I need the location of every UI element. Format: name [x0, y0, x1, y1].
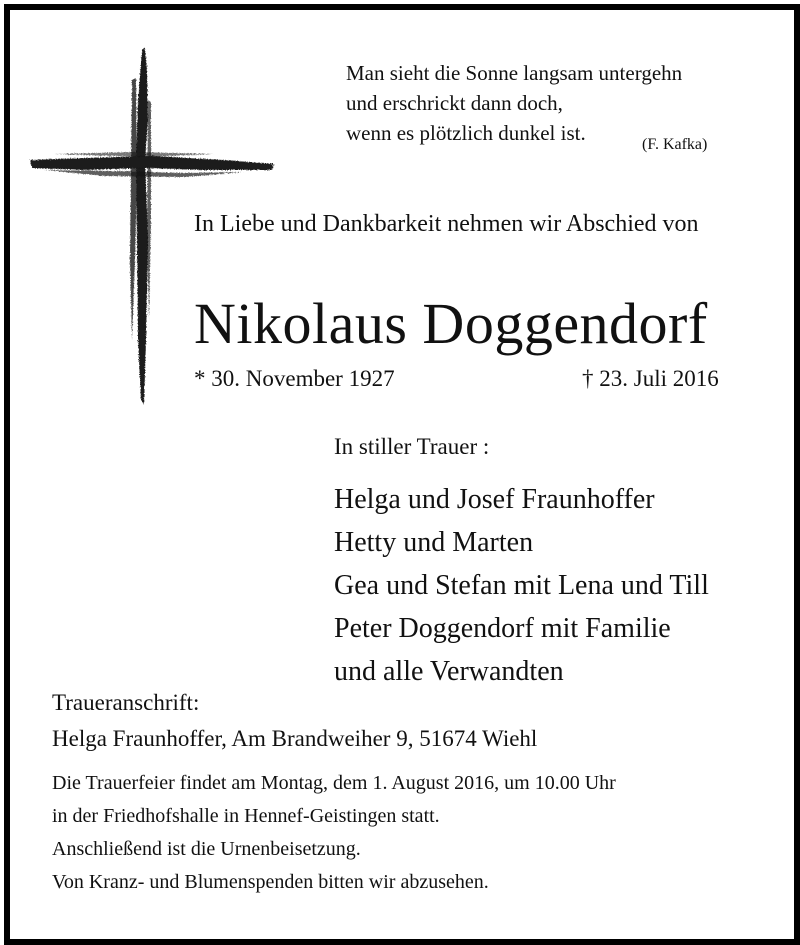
mourner-name: Hetty und Marten — [334, 527, 534, 558]
notice-line: Anschließend ist die Urnenbeisetzung. — [52, 838, 361, 860]
address-label: Traueranschrift: — [52, 690, 200, 715]
notice-line: Die Trauerfeier findet am Montag, dem 1. August 2016, um 10.00 Uhr — [52, 772, 616, 794]
mourners-label: In stiller Trauer : — [334, 434, 490, 459]
mourner-name: und alle Verwandten — [334, 656, 564, 687]
quote-line: und erschrickt dann doch, — [346, 91, 563, 115]
quote-line: Man sieht die Sonne langsam untergehn — [346, 61, 683, 85]
deceased-name: Nikolaus Doggendorf — [194, 291, 708, 356]
notice-line: Von Kranz- und Blumenspenden bitten wir abzusehen. — [52, 871, 489, 893]
birth-date: * 30. November 1927 — [194, 366, 395, 391]
notice-line: in der Friedhofshalle in Hennef-Geistingen statt. — [52, 805, 440, 827]
address-line: Helga Fraunhoffer, Am Brandweiher 9, 51674 Wiehl — [52, 726, 538, 751]
intro-text: In Liebe und Dankbarkeit nehmen wir Abschied von — [194, 211, 699, 237]
mourner-name: Peter Doggendorf mit Familie — [334, 613, 671, 644]
mourner-name: Gea und Stefan mit Lena und Till — [334, 570, 709, 601]
quote-line: wenn es plötzlich dunkel ist. — [346, 121, 586, 145]
death-date: † 23. Juli 2016 — [582, 366, 719, 391]
mourner-name: Helga und Josef Fraunhoffer — [334, 484, 655, 515]
quote-author: (F. Kafka) — [642, 136, 708, 153]
